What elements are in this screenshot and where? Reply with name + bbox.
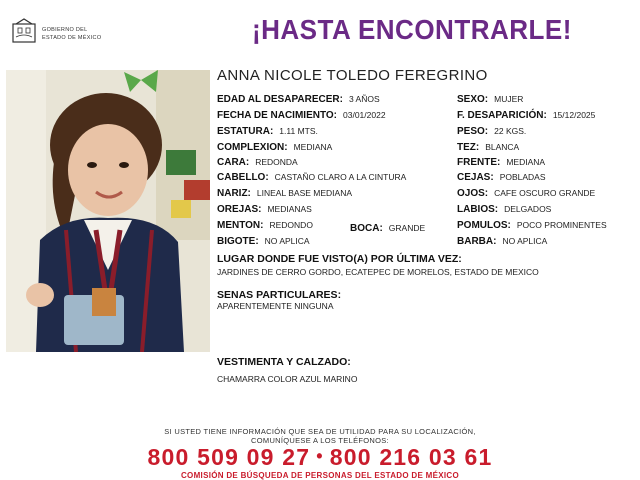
field-value: NO APLICA <box>264 236 310 246</box>
lugar-value: JARDINES DE CERRO GORDO, ECATEPEC DE MORELOS, ESTADO DE MEXICO <box>217 267 539 277</box>
field-label: MENTON: <box>217 220 264 231</box>
field-boca <box>350 223 425 234</box>
field-label: TEZ: <box>457 142 480 153</box>
logo-line-2: ESTADO DE MÉXICO <box>42 35 102 41</box>
field-value: 03/01/2022 <box>343 110 386 120</box>
vestimenta-label: VESTIMENTA Y CALZADO: <box>217 356 351 368</box>
field-value: MUJER <box>494 94 524 104</box>
field-label: BARBA: <box>457 236 497 247</box>
senas-value: APARENTEMENTE NINGUNA <box>217 301 334 311</box>
state-logo <box>6 18 126 48</box>
field-tez <box>457 142 519 153</box>
field-value: GRANDE <box>388 223 426 233</box>
logo-line-1: GOBIERNO DEL <box>42 27 88 33</box>
footer-commission: COMISIÓN DE BÚSQUEDA DE PERSONAS DEL ESTADO DE MÉXICO <box>180 471 459 480</box>
field-value: MEDIANA <box>293 142 333 152</box>
field-value: REDONDA <box>255 157 298 167</box>
field-cabello <box>217 172 406 183</box>
field-value: REDONDO <box>269 220 313 230</box>
field-label: CEJAS: <box>457 172 494 183</box>
phone-separator: • <box>316 446 324 466</box>
child-photo-icon <box>6 70 210 352</box>
field-label: F. DESAPARICIÓN: <box>457 110 547 121</box>
field-labios <box>457 204 551 215</box>
field-label: NARIZ: <box>217 188 251 199</box>
field-label: OJOS: <box>457 188 489 199</box>
field-value: NO APLICA <box>502 236 548 246</box>
coat-of-arms-icon <box>10 18 38 44</box>
field-label: BOCA: <box>350 223 383 234</box>
field-bigote <box>217 236 310 247</box>
field-desaparicion <box>457 110 595 121</box>
field-label: CARA: <box>217 157 250 168</box>
field-value: 15/12/2025 <box>552 110 596 120</box>
field-peso <box>457 126 526 137</box>
child-photo <box>6 70 210 352</box>
field-value: MEDIANAS <box>267 204 312 214</box>
field-label: ESTATURA: <box>217 126 274 137</box>
field-value: LINEAL BASE MEDIANA <box>256 188 352 198</box>
field-label: PESO: <box>457 126 489 137</box>
field-value: 1.11 MTS. <box>279 126 318 136</box>
field-value: POBLADAS <box>499 172 546 182</box>
field-sexo <box>457 94 523 105</box>
field-label: LABIOS: <box>457 204 499 215</box>
field-menton <box>217 220 313 231</box>
lugar-label: LUGAR DONDE FUE VISTO(A) POR ÚLTIMA VEZ: <box>217 253 462 265</box>
field-value: CASTAÑO CLARO A LA CINTURA <box>274 172 407 182</box>
field-label: FECHA DE NACIMIENTO: <box>217 110 337 121</box>
field-value: DELGADOS <box>504 204 552 214</box>
field-label: FRENTE: <box>457 157 501 168</box>
phone-2[interactable]: 800 216 03 61 <box>329 444 493 470</box>
field-value: MEDIANA <box>506 157 546 167</box>
info-line-2: COMUNÍQUESE A LOS TELÉFONOS: <box>251 436 389 445</box>
field-complexion <box>217 142 332 153</box>
field-label: SEXO: <box>457 94 489 105</box>
field-label: COMPLEXION: <box>217 142 288 153</box>
info-line-1: SI USTED TIENE INFORMACIÓN QUE SEA DE UTILIDAD PARA SU LOCALIZACIÓN, <box>164 427 476 436</box>
field-estatura <box>217 126 318 137</box>
headline: ¡HASTA ENCONTRARLE! <box>252 14 572 45</box>
field-orejas <box>217 204 312 215</box>
phone-numbers <box>0 444 640 471</box>
field-nariz <box>217 188 352 199</box>
field-pomulos <box>457 220 607 231</box>
field-frente <box>457 157 545 168</box>
vestimenta-value: CHAMARRA COLOR AZUL MARINO <box>217 374 358 384</box>
field-label: CABELLO: <box>217 172 269 183</box>
field-label: EDAD AL DESAPARECER: <box>217 94 343 105</box>
field-value: POCO PROMINENTES <box>516 220 607 230</box>
field-cejas <box>457 172 546 183</box>
senas-label: SENAS PARTICULARES: <box>217 289 342 301</box>
field-value: 22 KGS. <box>494 126 527 136</box>
field-edad <box>217 94 380 105</box>
field-value: 3 AÑOS <box>348 94 380 104</box>
field-label: BIGOTE: <box>217 236 259 247</box>
field-value: BLANCA <box>485 142 520 152</box>
field-label: POMULOS: <box>457 220 511 231</box>
field-label: OREJAS: <box>217 204 262 215</box>
person-name: ANNA NICOLE TOLEDO FEREGRINO <box>217 67 488 84</box>
field-nacimiento <box>217 110 386 121</box>
field-cara <box>217 157 298 168</box>
field-value: CAFE OSCURO GRANDE <box>494 188 596 198</box>
field-ojos <box>457 188 595 199</box>
field-barba <box>457 236 547 247</box>
phone-1[interactable]: 800 509 09 27 <box>147 444 311 470</box>
